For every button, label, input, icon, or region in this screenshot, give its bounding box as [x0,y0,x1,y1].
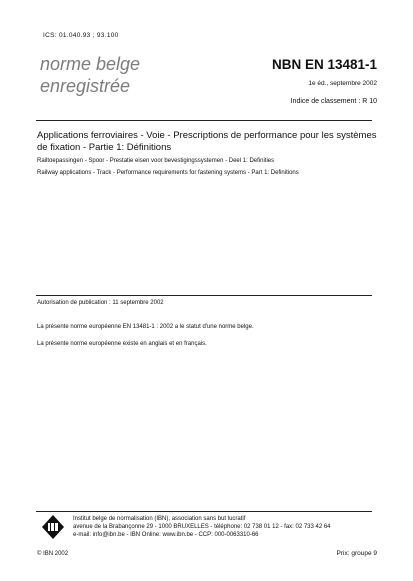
ics-code: ICS: 01.040.93 ; 93.100 [43,32,119,39]
title-dutch: Railtoepassingen - Spoor - Prestatie eisen voor bevestigingssystemen - Deel 1: Definities [37,158,275,164]
copyright: © IBN 2002 [37,551,69,557]
institute-name: Institut belge de normalisation (IBN), association sans but lucratif [73,516,246,522]
classification-index: Indice de classement : R 10 [290,98,377,105]
title-french: Applications ferroviaires - Voie - Prescriptions de performance pour les systèmes de fixation - Partie 1: Définitions [37,130,377,153]
ibn-logo-icon [41,514,65,540]
institute-address: avenue de la Brabançonne 29 - 1000 BRUXELLES - téléphone: 02 738 01 12 - fax: 02 733 42 64 [73,524,331,530]
status-statement: La présente norme européenne EN 13481-1 : 2002 a le statut d'une norme belge. [37,324,254,330]
language-statement: La présente norme européenne existe en anglais et en français. [37,341,207,347]
institute-contact: e-mail: info@ibn.be - IBN Online: www.ibn.be - CCP: 000-0063310-66 [73,532,259,538]
middle-divider [36,295,372,296]
edition-date: 1e éd., septembre 2002 [308,80,377,87]
title-english: Railway applications - Track - Performance requirements for fastening systems - Part 1: Definitions [37,170,299,176]
bottom-divider [36,511,372,512]
standard-number: NBN EN 13481-1 [271,57,377,72]
publication-authorization: Autorisation de publication : 11 septembre 2002 [37,300,164,306]
price-group: Prix: groupe 9 [336,550,377,557]
brand-line-2: enregistrée [40,76,131,96]
top-divider [36,120,372,121]
brand-line-1: norme belge [40,54,141,74]
